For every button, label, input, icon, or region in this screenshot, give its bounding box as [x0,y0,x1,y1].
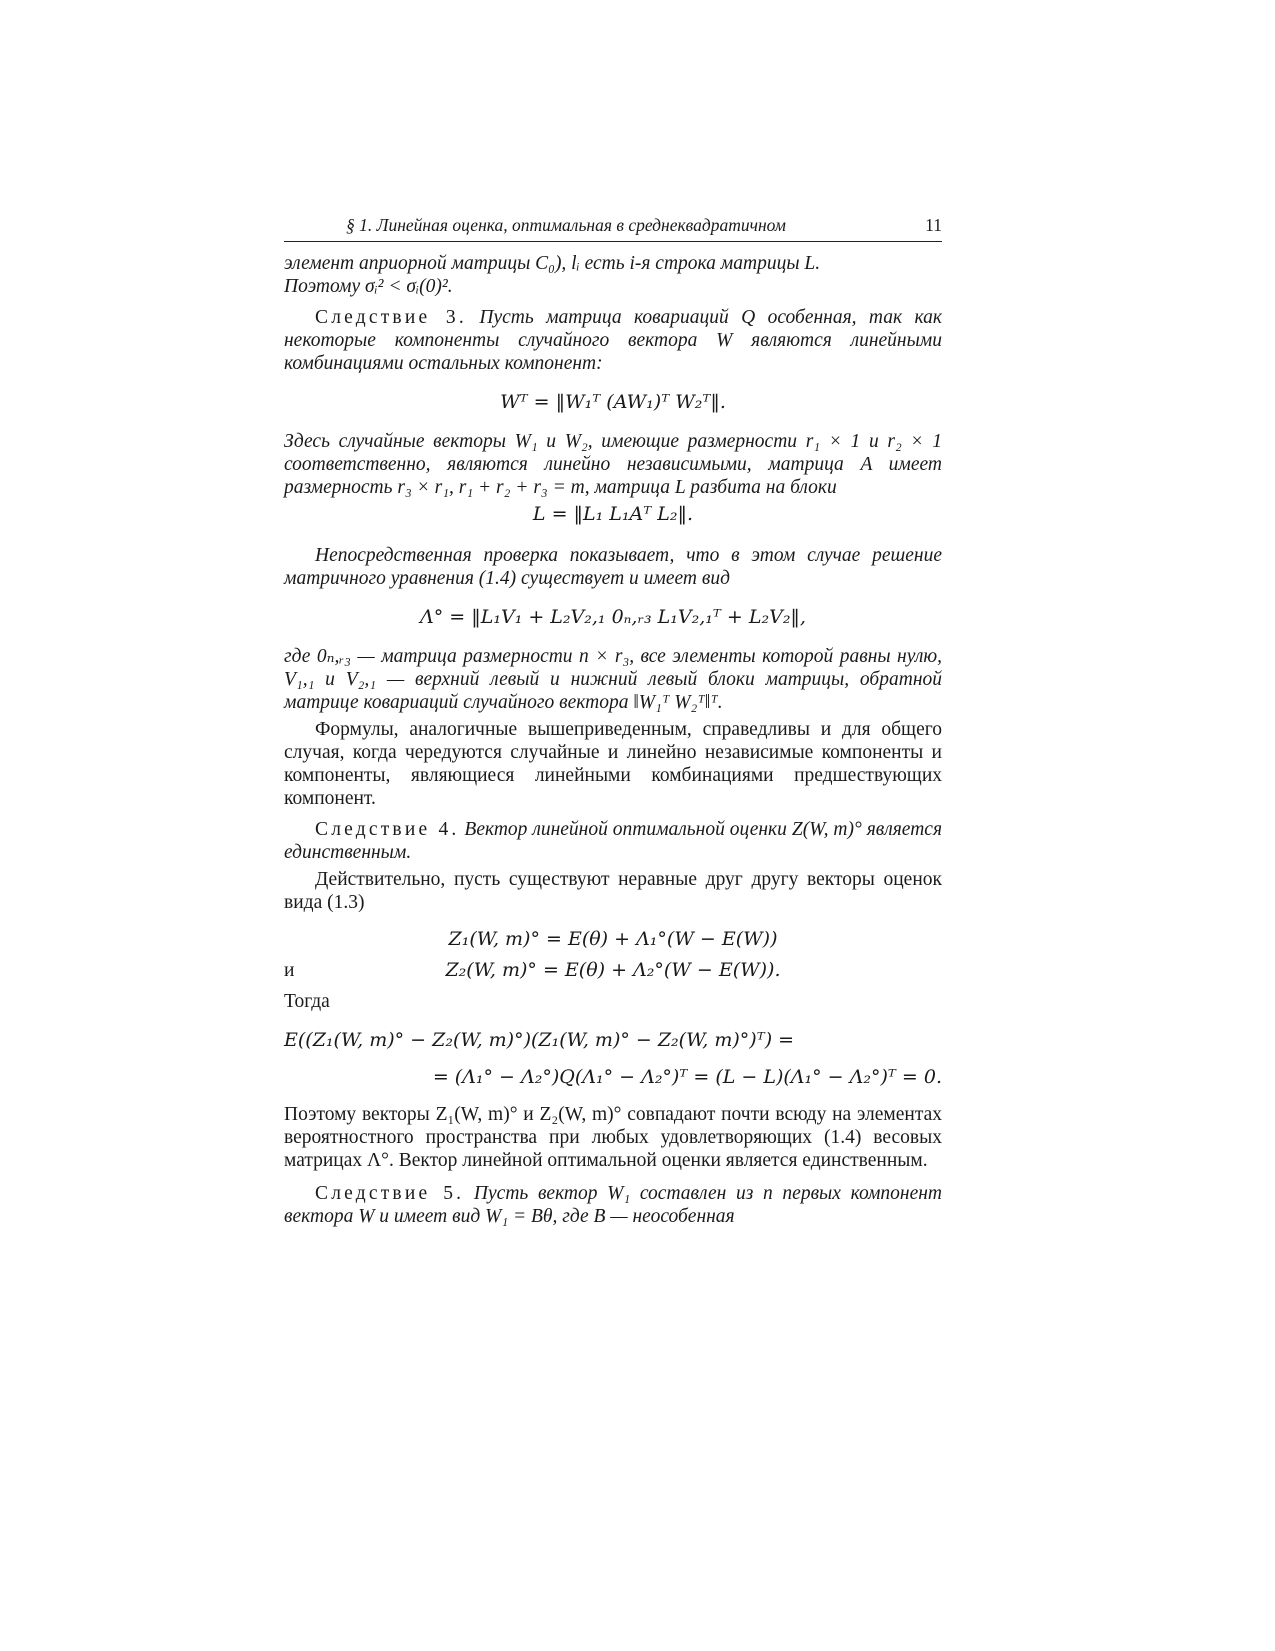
equation-expectation-line-1: E((Z₁(W, m)° − Z₂(W, m)°)(Z₁(W, m)° − Z₂(W, m)°)ᵀ) = [284,1029,795,1051]
section-title: § 1. Линейная оценка, оптимальная в среднеквадратичном [346,215,786,235]
paragraph-formulas: Формулы, аналогичные вышеприведенным, справедливы и для общего случая, когда чередуются случайные и линейно независимые компоненты и компоненты, являющиеся линейными комбинациями предшествующих компонент. [284,719,942,809]
equation-lambda: Λ° = ‖L₁V₁ + L₂V₂,₁ 0ₙ,ᵣ₃ L₁V₂,₁ᵀ + L₂V₂‖, [420,606,806,628]
paragraph-therefore: Поэтому векторы Z₁(W, m)° и Z₂(W, m)° совпадают почти всюду на элементах вероятностного пространства при любых удовлетворяющих (1.4) весовых матрицах Λ°. Вектор линейной оптимальной оценки является единственным. [284,1104,942,1171]
corollary-5-label: Следствие 5. [315,1183,465,1204]
corollary-3-text: Пусть матрица ковариаций Q особенная, так как некоторые компоненты случайного вектора W являются линейными комбинациями остальных компонент: [284,307,942,374]
conjunction-and: и [284,960,295,981]
corollary-3-label: Следствие 3. [315,307,467,328]
continuation-line-1: элемент априорной матрицы C₀), lᵢ есть i-я строка матрицы L. [284,253,821,274]
equation-z1: Z₁(W, m)° = E(θ) + Λ₁°(W − E(W)) [448,928,778,950]
corollary-4-text: Вектор линейной оптимальной оценки Z(W, m)° является единственным. [284,819,943,863]
paragraph-continuation [284,252,942,298]
paragraph-indeed: Действительно, пусть существуют неравные друг другу векторы оценок вида (1.3) [284,869,942,913]
paragraph-where-zero: где 0ₙ,ᵣ₃ — матрица размерности n × r₃, все элементы которой равны нулю, V₁,₁ и V₂,₁ — верхний левый и нижний левый блоки матрицы, обратной матрице ковариаций случайного вектора ‖W₁ᵀ W₂ᵀ‖ᵀ. [284,646,942,713]
equation-expectation-line-2: = (Λ₁° − Λ₂°)Q(Λ₁° − Λ₂°)ᵀ = (L − L)(Λ₁° − Λ₂°)ᵀ = 0. [432,1066,942,1088]
paragraph-random-vectors: Здесь случайные векторы W₁ и W₂, имеющие размерности r₁ × 1 и r₂ × 1 соответственно, являются линейно независимыми, матрица A имеет размерность r₃ × r₁, r₁ + r₂ + r₃ = m, матрица L разбита на блоки [284,431,942,498]
corollary-5 [284,1182,942,1228]
equation-l-blocks: L = ‖L₁ L₁Aᵀ L₂‖. [532,503,694,525]
paragraph-direct-check: Непосредственная проверка показывает, что в этом случае решение матричного уравнения (1.4) существует и имеет вид [284,545,942,589]
corollary-5-text: Пусть вектор W₁ составлен из n первых компонент вектора W и имеет вид W₁ = Bθ, где B — неособенная [284,1183,943,1227]
page-number: 11 [925,215,942,235]
corollary-4 [284,818,942,864]
corollary-3 [284,306,942,375]
equation-z2-row [284,959,942,982]
running-header [284,214,942,242]
page-content [284,214,942,1228]
equation-w-transpose: Wᵀ = ‖W₁ᵀ (AW₁)ᵀ W₂ᵀ‖. [500,391,726,413]
continuation-line-2: Поэтому σᵢ² < σᵢ(0)². [284,276,453,297]
word-then: Тогда [284,991,330,1012]
corollary-4-label: Следствие 4. [315,819,460,840]
equation-z2: Z₂(W, m)° = E(θ) + Λ₂°(W − E(W)). [445,959,781,981]
